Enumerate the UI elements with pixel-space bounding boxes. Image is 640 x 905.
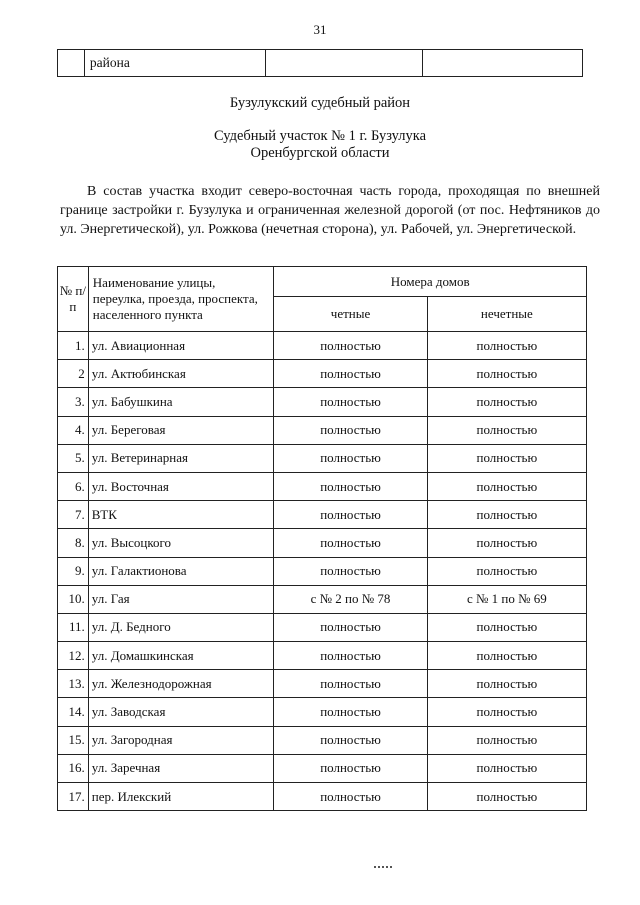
street-name: ул. Восточная [88,472,274,500]
odd-numbers: полностью [427,529,586,557]
street-name: ул. Галактионова [88,557,274,585]
even-numbers: полностью [274,613,427,641]
odd-numbers: полностью [427,501,586,529]
even-numbers: полностью [274,670,427,698]
even-numbers: с № 2 по № 78 [274,585,427,613]
header-house-numbers: Номера домов [274,267,587,297]
even-numbers: полностью [274,360,427,388]
odd-numbers: полностью [427,613,586,641]
table-row [58,783,587,811]
street-name: ул. Заречная [88,754,274,782]
street-name: ул. Авиационная [88,332,274,360]
odd-numbers: полностью [427,332,586,360]
table-row [58,529,587,557]
table-row [58,754,587,782]
even-numbers: полностью [274,444,427,472]
row-number: 5. [58,444,89,472]
street-name: ВТК [88,501,274,529]
odd-numbers: полностью [427,698,586,726]
odd-numbers: полностью [427,670,586,698]
even-numbers: полностью [274,388,427,416]
row-number: 13. [58,670,89,698]
odd-numbers: полностью [427,783,586,811]
row-number: 8. [58,529,89,557]
table-row [58,726,587,754]
row-number: 11. [58,613,89,641]
district-heading: Бузулукский судебный район [229,95,411,111]
even-numbers: полностью [274,783,427,811]
row-number: 1. [58,332,89,360]
row-number: 2 [58,360,89,388]
table-row [58,585,587,613]
even-numbers: полностью [274,754,427,782]
street-name: ул. Высоцкого [88,529,274,557]
table-row [58,642,587,670]
odd-numbers: полностью [427,642,586,670]
street-name: ул. Железнодорожная [88,670,274,698]
even-numbers: полностью [274,642,427,670]
odd-numbers: полностью [427,726,586,754]
table-body [58,332,587,811]
header-even: четные [274,297,427,332]
fragment-num-cell [58,50,85,77]
street-name: ул. Гая [88,585,274,613]
row-number: 3. [58,388,89,416]
row-number: 14. [58,698,89,726]
even-numbers: полностью [274,529,427,557]
table-row [58,698,587,726]
row-number: 4. [58,416,89,444]
table-row [58,416,587,444]
street-name: ул. Ветеринарная [88,444,274,472]
street-name: пер. Илекский [88,783,274,811]
fragment-name-cell: района [84,50,265,77]
table-row [58,332,587,360]
even-numbers: полностью [274,726,427,754]
row-number: 12. [58,642,89,670]
scan-artifact [374,866,394,868]
odd-numbers: полностью [427,416,586,444]
row-number: 17. [58,783,89,811]
odd-numbers: полностью [427,754,586,782]
continued-table-fragment [57,49,583,77]
street-name: ул. Заводская [88,698,274,726]
section-heading: Судебный участок № 1 г. Бузулука [213,128,427,144]
row-number: 15. [58,726,89,754]
row-number: 6. [58,472,89,500]
row-number: 16. [58,754,89,782]
fragment-odd-cell [422,50,582,77]
odd-numbers: с № 1 по № 69 [427,585,586,613]
street-name: ул. Актюбинская [88,360,274,388]
street-name: ул. Береговая [88,416,274,444]
table-row [58,388,587,416]
street-name: ул. Домашкинская [88,642,274,670]
row-number: 10. [58,585,89,613]
odd-numbers: полностью [427,472,586,500]
odd-numbers: полностью [427,444,586,472]
odd-numbers: полностью [427,388,586,416]
even-numbers: полностью [274,332,427,360]
even-numbers: полностью [274,557,427,585]
odd-numbers: полностью [427,557,586,585]
table-row [58,670,587,698]
odd-numbers: полностью [427,360,586,388]
header-odd: нечетные [427,297,586,332]
page-number: 31 [313,22,327,37]
header-num: № п/п [58,267,89,332]
even-numbers: полностью [274,416,427,444]
even-numbers: полностью [274,472,427,500]
table-row [58,444,587,472]
even-numbers: полностью [274,501,427,529]
fragment-even-cell [266,50,422,77]
street-name: ул. Бабушкина [88,388,274,416]
even-numbers: полностью [274,698,427,726]
table-row [58,613,587,641]
table-row [58,501,587,529]
table-row [58,557,587,585]
streets-table [57,266,587,811]
region-heading: Оренбургской области [250,145,390,161]
table-row [58,360,587,388]
street-name: ул. Загородная [88,726,274,754]
header-name: Наименование улицы, переулка, проезда, проспекта, населенного пункта [88,267,274,332]
row-number: 9. [58,557,89,585]
intro-paragraph: В состав участка входит северо-восточная часть города, проходящая по внешней границе застройки г. Бузулука и ограниченная железной дорогой (от пос. Нефтяников до ул. Энергетической), ул. Рожкова (нечетная сторона), ул. Рабочей, ул. Энергетической. [60,184,600,237]
street-name: ул. Д. Бедного [88,613,274,641]
table-row [58,472,587,500]
row-number: 7. [58,501,89,529]
